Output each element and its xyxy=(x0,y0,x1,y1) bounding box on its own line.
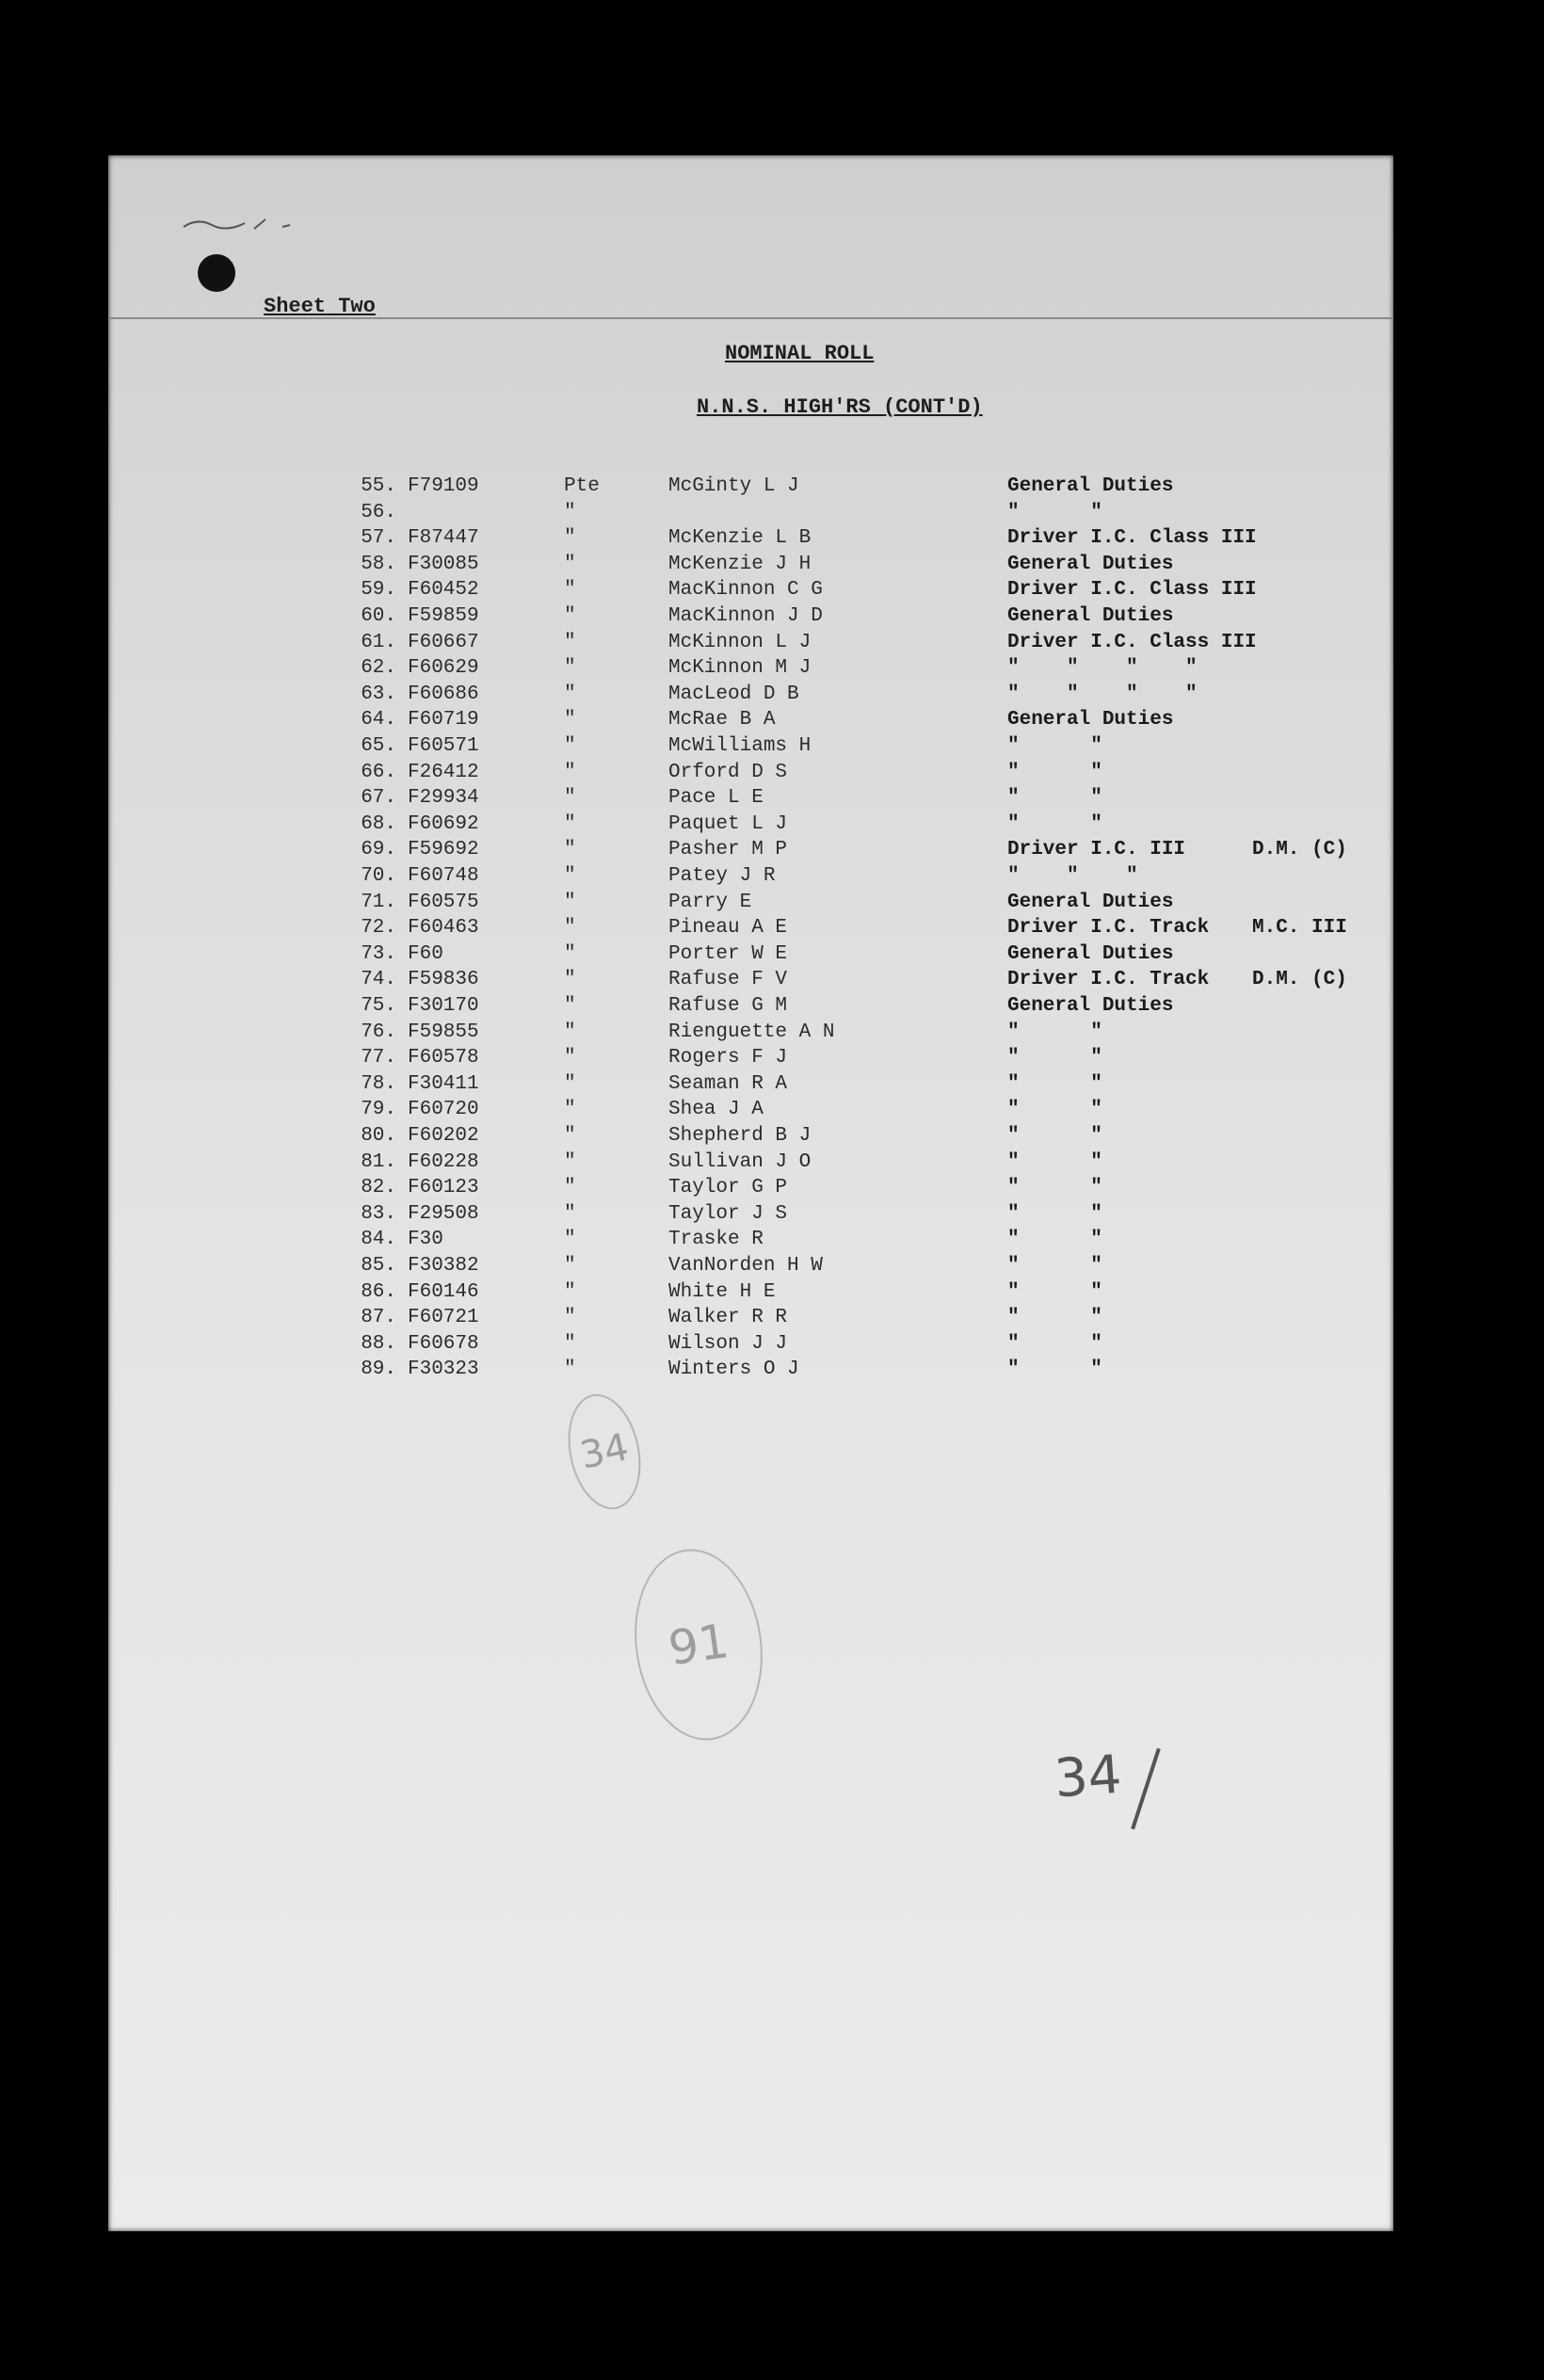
rank: " xyxy=(564,1072,576,1095)
service-number: F30323 xyxy=(408,1359,479,1381)
service-number: F59859 xyxy=(408,605,479,627)
sheet-label: Sheet Two xyxy=(264,295,376,318)
duty: " " xyxy=(1007,787,1102,810)
duty: " " xyxy=(1007,1255,1102,1277)
duty: General Duties xyxy=(1007,891,1174,913)
rank: " xyxy=(564,1177,576,1199)
roll-number: 61. xyxy=(361,631,396,653)
member-name: Seaman R A xyxy=(668,1072,788,1095)
duty-qualifier: M.C. III xyxy=(1252,917,1347,940)
rank: " xyxy=(564,1332,576,1355)
rank: " xyxy=(564,1280,576,1303)
duty: " " xyxy=(1007,761,1102,783)
roll-number: 76. xyxy=(361,1021,396,1043)
service-number: F60667 xyxy=(408,631,479,653)
duty: Driver I.C. Class III xyxy=(1007,631,1257,653)
roll-entry xyxy=(108,969,1393,995)
duty-qualifier: D.M. (C) xyxy=(1252,839,1347,861)
rank: " xyxy=(564,657,576,680)
member-name: McKenzie J H xyxy=(668,553,812,575)
duty: General Duties xyxy=(1007,553,1174,575)
roll-number: 73. xyxy=(361,942,396,965)
duty: " " xyxy=(1007,1177,1102,1199)
roll-entry xyxy=(108,839,1393,865)
duty: " " xyxy=(1007,1202,1102,1225)
folio-number: 34 xyxy=(1052,1744,1124,1810)
member-name: Walker R R xyxy=(668,1307,788,1329)
rank: " xyxy=(564,605,576,627)
roll-number: 59. xyxy=(361,579,396,602)
rank: " xyxy=(564,942,576,965)
member-name: MacKinnon C G xyxy=(668,579,823,602)
service-number: F29934 xyxy=(408,787,479,810)
roll-number: 74. xyxy=(361,969,396,991)
service-number: F60228 xyxy=(408,1150,479,1173)
roll-number: 60. xyxy=(361,605,396,627)
member-name: Pasher M P xyxy=(668,839,788,861)
service-number: F60575 xyxy=(408,891,479,913)
service-number: F60720 xyxy=(408,1099,479,1121)
roll-number: 87. xyxy=(361,1307,396,1329)
roll-number: 70. xyxy=(361,865,396,887)
roll-entry xyxy=(108,475,1393,502)
duty: Driver I.C. Track xyxy=(1007,969,1210,991)
member-name: Taylor G P xyxy=(668,1177,788,1199)
roll-entry xyxy=(108,1281,1393,1308)
roll-number: 55. xyxy=(361,475,396,497)
service-number: F60452 xyxy=(408,579,479,602)
service-number: F60686 xyxy=(408,683,479,705)
roll-number: 58. xyxy=(361,553,396,575)
roll-entry xyxy=(108,632,1393,658)
duty: " " " xyxy=(1007,865,1138,887)
roll-number: 77. xyxy=(361,1047,396,1069)
member-name: VanNorden H W xyxy=(668,1255,823,1277)
duty: " " xyxy=(1007,1307,1102,1329)
service-number: F30170 xyxy=(408,995,479,1017)
service-number: F87447 xyxy=(408,527,479,550)
rank: " xyxy=(564,1150,576,1173)
pen-scribble-mark xyxy=(179,214,301,234)
roll-number: 65. xyxy=(361,735,396,757)
roll-number: 62. xyxy=(361,657,396,680)
rank: Pte xyxy=(564,475,600,497)
duty: " " xyxy=(1007,1229,1102,1251)
rank: " xyxy=(564,1125,576,1147)
roll-number: 57. xyxy=(361,527,396,550)
rank: " xyxy=(564,579,576,602)
duty: " " " " xyxy=(1007,657,1198,680)
member-name: Shea J A xyxy=(668,1099,764,1121)
service-number: F30411 xyxy=(408,1072,479,1095)
roll-entry xyxy=(108,502,1393,528)
member-name: Sullivan J O xyxy=(668,1150,812,1173)
duty: " " xyxy=(1007,1072,1102,1095)
roll-number: 86. xyxy=(361,1280,396,1303)
rank: " xyxy=(564,917,576,940)
roll-entry xyxy=(108,995,1393,1021)
roll-entry xyxy=(108,1177,1393,1203)
roll-entry xyxy=(108,709,1393,735)
member-name: Parry E xyxy=(668,891,752,913)
duty: " " xyxy=(1007,1150,1102,1173)
rank: " xyxy=(564,1099,576,1121)
service-number: F59855 xyxy=(408,1021,479,1043)
member-name: Wilson J J xyxy=(668,1332,788,1355)
service-number: F30382 xyxy=(408,1255,479,1277)
member-name: Traske R xyxy=(668,1229,764,1251)
service-number: F60463 xyxy=(408,917,479,940)
rank: " xyxy=(564,1202,576,1225)
member-name: Shepherd B J xyxy=(668,1125,812,1147)
roll-number: 68. xyxy=(361,812,396,835)
roll-number: 89. xyxy=(361,1359,396,1381)
rank: " xyxy=(564,839,576,861)
roll-entry xyxy=(108,813,1393,840)
roll-entry xyxy=(108,1099,1393,1125)
roll-entry xyxy=(108,943,1393,970)
member-name: Winters O J xyxy=(668,1359,799,1381)
service-number: F60719 xyxy=(408,709,479,732)
rank: " xyxy=(564,1359,576,1381)
roll-entry xyxy=(108,683,1393,710)
roll-entry xyxy=(108,605,1393,632)
rank: " xyxy=(564,1255,576,1277)
service-number: F60721 xyxy=(408,1307,479,1329)
roll-entry xyxy=(108,917,1393,943)
rank: " xyxy=(564,1307,576,1329)
roll-entry xyxy=(108,1203,1393,1230)
member-name: MacLeod D B xyxy=(668,683,799,705)
roll-number: 72. xyxy=(361,917,396,940)
member-name: McKenzie L B xyxy=(668,527,812,550)
roll-entry xyxy=(108,1307,1393,1333)
punch-hole xyxy=(198,254,235,292)
service-number: F60748 xyxy=(408,865,479,887)
service-number: F60578 xyxy=(408,1047,479,1069)
roll-entry xyxy=(108,1021,1393,1048)
member-name: McGinty L J xyxy=(668,475,799,497)
duty: " " xyxy=(1007,1332,1102,1355)
roll-entry xyxy=(108,1255,1393,1281)
member-name: Pace L E xyxy=(668,787,764,810)
rank: " xyxy=(564,1021,576,1043)
roll-entry xyxy=(108,579,1393,605)
duty: " " " " xyxy=(1007,683,1198,705)
duty: " " xyxy=(1007,812,1102,835)
roll-number: 67. xyxy=(361,787,396,810)
member-name: Orford D S xyxy=(668,761,788,783)
service-number: F79109 xyxy=(408,475,479,497)
member-name: Patey J R xyxy=(668,865,776,887)
roll-number: 85. xyxy=(361,1255,396,1277)
member-name: Taylor J S xyxy=(668,1202,788,1225)
duty: General Duties xyxy=(1007,995,1174,1017)
duty: Driver I.C. III xyxy=(1007,839,1186,861)
roll-entry xyxy=(108,1333,1393,1359)
duty: " " xyxy=(1007,1047,1102,1069)
document-sheet xyxy=(108,155,1393,2231)
service-number: F60678 xyxy=(408,1332,479,1355)
duty: General Duties xyxy=(1007,709,1174,732)
rank: " xyxy=(564,553,576,575)
service-number: F60 xyxy=(408,942,443,965)
duty: " " xyxy=(1007,1280,1102,1303)
roll-entry xyxy=(108,1229,1393,1255)
member-name: Porter W E xyxy=(668,942,788,965)
duty: Driver I.C. Class III xyxy=(1007,579,1257,602)
roll-entry xyxy=(108,554,1393,580)
roll-entry xyxy=(108,1073,1393,1100)
member-name: White H E xyxy=(668,1280,776,1303)
document-title: NOMINAL ROLL xyxy=(725,342,875,365)
service-number: F60629 xyxy=(408,657,479,680)
circled-pencil-note: 91 xyxy=(622,1541,774,1749)
service-number: F59836 xyxy=(408,969,479,991)
member-name: McRae B A xyxy=(668,709,776,732)
roll-entry xyxy=(108,787,1393,813)
roll-number: 79. xyxy=(361,1099,396,1121)
roll-number: 64. xyxy=(361,709,396,732)
rank: " xyxy=(564,1047,576,1069)
roll-number: 63. xyxy=(361,683,396,705)
service-number: F60123 xyxy=(408,1177,479,1199)
roll-number: 66. xyxy=(361,761,396,783)
member-name: MacKinnon J D xyxy=(668,605,823,627)
rank: " xyxy=(564,735,576,757)
roll-entry xyxy=(108,527,1393,554)
duty: " " xyxy=(1007,735,1102,757)
rank: " xyxy=(564,1229,576,1251)
rank: " xyxy=(564,527,576,550)
rank: " xyxy=(564,787,576,810)
circled-pencil-note: 34 xyxy=(558,1388,651,1517)
duty: " " xyxy=(1007,1359,1102,1381)
service-number: F59692 xyxy=(408,839,479,861)
roll-number: 78. xyxy=(361,1072,396,1095)
rank: " xyxy=(564,865,576,887)
roll-number: 84. xyxy=(361,1229,396,1251)
rank: " xyxy=(564,631,576,653)
folio-check-mark xyxy=(1131,1748,1161,1830)
service-number: F60146 xyxy=(408,1280,479,1303)
roll-number: 75. xyxy=(361,995,396,1017)
member-name: Pineau A E xyxy=(668,917,788,940)
duty: " " xyxy=(1007,1021,1102,1043)
roll-number: 56. xyxy=(361,501,396,523)
roll-entry xyxy=(108,762,1393,788)
roll-entry xyxy=(108,1047,1393,1073)
member-name: McKinnon L J xyxy=(668,631,812,653)
member-name: Rienguette A N xyxy=(668,1021,835,1043)
service-number: F60692 xyxy=(408,812,479,835)
duty: " " xyxy=(1007,1125,1102,1147)
service-number: F30 xyxy=(408,1229,443,1251)
duty: " " xyxy=(1007,501,1102,523)
member-name: Rafuse F V xyxy=(668,969,788,991)
rank: " xyxy=(564,709,576,732)
rank: " xyxy=(564,969,576,991)
member-name: McKinnon M J xyxy=(668,657,812,680)
service-number: F29508 xyxy=(408,1202,479,1225)
rank: " xyxy=(564,995,576,1017)
document-subtitle: N.N.S. HIGH'RS (CONT'D) xyxy=(697,395,983,419)
duty: General Duties xyxy=(1007,605,1174,627)
duty: General Duties xyxy=(1007,942,1174,965)
roll-number: 88. xyxy=(361,1332,396,1355)
roll-number: 71. xyxy=(361,891,396,913)
service-number: F30085 xyxy=(408,553,479,575)
service-number: F60202 xyxy=(408,1125,479,1147)
duty: General Duties xyxy=(1007,475,1174,497)
roll-entry xyxy=(108,657,1393,683)
roll-number: 69. xyxy=(361,839,396,861)
roll-entry xyxy=(108,892,1393,918)
member-name: McWilliams H xyxy=(668,735,812,757)
duty: " " xyxy=(1007,1099,1102,1121)
roll-number: 82. xyxy=(361,1177,396,1199)
duty: Driver I.C. Track xyxy=(1007,917,1210,940)
service-number: F60571 xyxy=(408,735,479,757)
member-name: Paquet L J xyxy=(668,812,788,835)
roll-entry xyxy=(108,735,1393,762)
rank: " xyxy=(564,683,576,705)
roll-entry xyxy=(108,865,1393,892)
roll-number: 81. xyxy=(361,1150,396,1173)
roll-entry xyxy=(108,1125,1393,1151)
roll-number: 80. xyxy=(361,1125,396,1147)
service-number: F26412 xyxy=(408,761,479,783)
member-name: Rogers F J xyxy=(668,1047,788,1069)
roll-entry xyxy=(108,1359,1393,1385)
rank: " xyxy=(564,501,576,523)
duty: Driver I.C. Class III xyxy=(1007,527,1257,550)
member-name: Rafuse G M xyxy=(668,995,788,1017)
duty-qualifier: D.M. (C) xyxy=(1252,969,1347,991)
rank: " xyxy=(564,891,576,913)
roll-number: 83. xyxy=(361,1202,396,1225)
rank: " xyxy=(564,761,576,783)
rank: " xyxy=(564,812,576,835)
roll-entry xyxy=(108,1151,1393,1178)
